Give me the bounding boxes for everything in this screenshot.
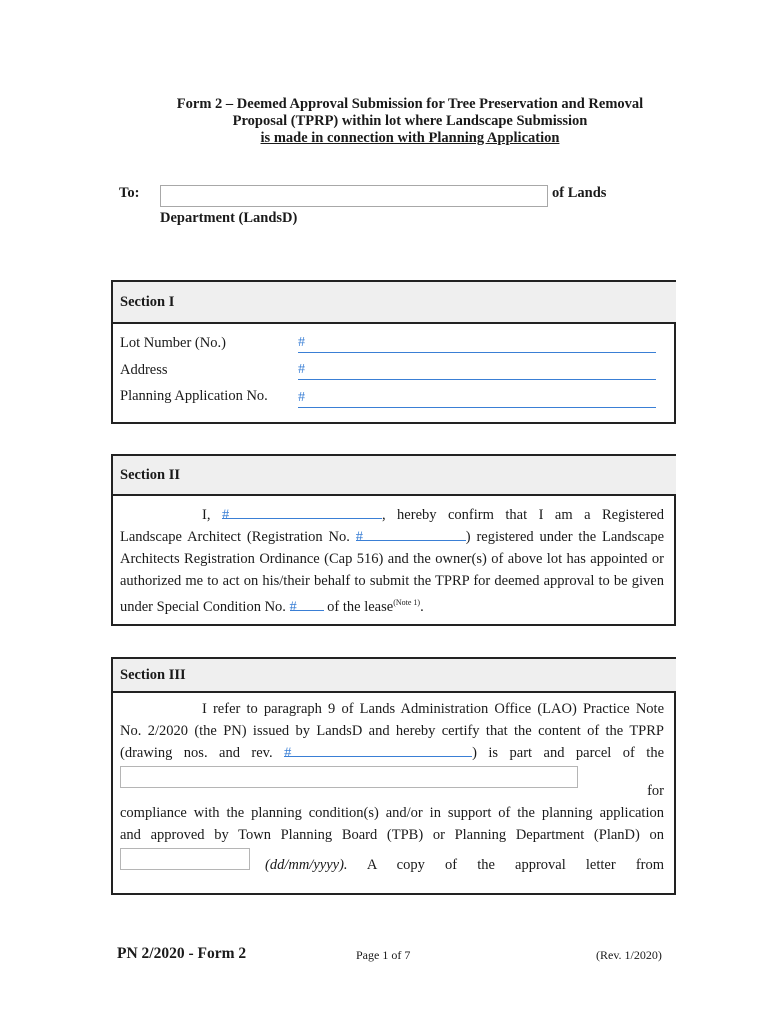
note-1-reference: (Note 1) — [393, 598, 421, 607]
section-3-line-1: I refer to paragraph 9 of Lands Administration Office (LAO) Practice Note — [202, 701, 664, 717]
to-suffix: of Lands — [552, 185, 607, 201]
title-line-1: Form 2 – Deemed Approval Submission for Tree Preservation and Removal — [176, 96, 644, 112]
planning-application-label: Planning Application No. — [120, 388, 268, 404]
section-1-heading: Section I — [113, 282, 676, 324]
lot-number-field[interactable]: # — [298, 335, 656, 353]
section-3-line-2: No. 2/2020 (the PN) issued by LandsD and hereby certify that the content of the TPRP — [120, 723, 664, 739]
section-2-text-4: of the lease — [327, 598, 394, 615]
section-2-text-1: I, — [202, 507, 211, 523]
for-text: for — [647, 783, 664, 799]
tprp-description-input[interactable] — [120, 766, 578, 788]
address-label: Address — [120, 362, 168, 378]
special-condition-field[interactable]: # — [290, 596, 324, 611]
section-3-date-text — [265, 854, 664, 876]
approval-date-input[interactable] — [120, 848, 250, 870]
drawing-nos-label: (drawing nos. and rev. — [120, 745, 273, 761]
to-recipient-input[interactable] — [160, 185, 548, 207]
section-2-text-2: , hereby confirm that I am a Registered Landscape Architect (Registration No. — [120, 507, 664, 545]
footer-revision: (Rev. 1/2020) — [596, 948, 662, 962]
section-2-text-3: ) registered under the Landscape Architects Registration Ordinance (Cap 516) and the owner(s) of above lot has appointed or authorized me to act on his/their behalf to submit the TPRP for deemed approval to be given under Special Condition No. — [120, 529, 665, 615]
section-3-line-5: compliance with the planning condition(s) and/or in support of the planning application — [120, 805, 664, 821]
section-3-line-3-tail: ) is part and parcel of the — [472, 745, 664, 761]
section-2-end: . — [420, 598, 424, 615]
lot-number-label: Lot Number (No.) — [120, 335, 226, 351]
architect-name-field[interactable]: # — [222, 504, 382, 519]
section-3-line-6: and approved by Town Planning Board (TPB) or Planning Department (PlanD) on — [120, 827, 664, 843]
section-3-line-7-rest: A copy of the approval letter from — [366, 857, 665, 873]
footer-page-number: Page 1 of 7 — [356, 948, 411, 962]
section-3-line-3 — [120, 742, 664, 764]
planning-application-field[interactable]: # — [298, 390, 656, 408]
section-3-body — [113, 693, 676, 893]
section-1-body — [113, 324, 676, 422]
to-department: Department (LandsD) — [160, 210, 298, 226]
section-3-box-line — [120, 764, 664, 802]
section-2-heading: Section II — [113, 456, 676, 496]
section-3 — [111, 657, 676, 895]
lot-number-row — [120, 335, 665, 353]
section-2 — [111, 454, 676, 626]
form-title — [110, 96, 710, 147]
address-field[interactable]: # — [298, 362, 656, 380]
date-format-hint: (dd/mm/yyyy). — [265, 857, 348, 873]
title-line-3: is made in connection with Planning Application — [260, 130, 560, 146]
to-label: To: — [119, 185, 140, 201]
registration-number-field[interactable]: # — [356, 526, 466, 541]
address-row — [120, 362, 665, 380]
drawing-nos-field[interactable]: # — [284, 742, 472, 757]
footer-form-id: PN 2/2020 - Form 2 — [117, 945, 247, 962]
planning-application-row — [120, 388, 665, 406]
section-3-heading: Section III — [113, 659, 676, 693]
section-1 — [111, 280, 676, 424]
section-2-body — [113, 496, 676, 624]
section-3-date-line — [120, 846, 664, 876]
title-line-2: Proposal (TPRP) within lot where Landscape Submission — [232, 113, 588, 129]
